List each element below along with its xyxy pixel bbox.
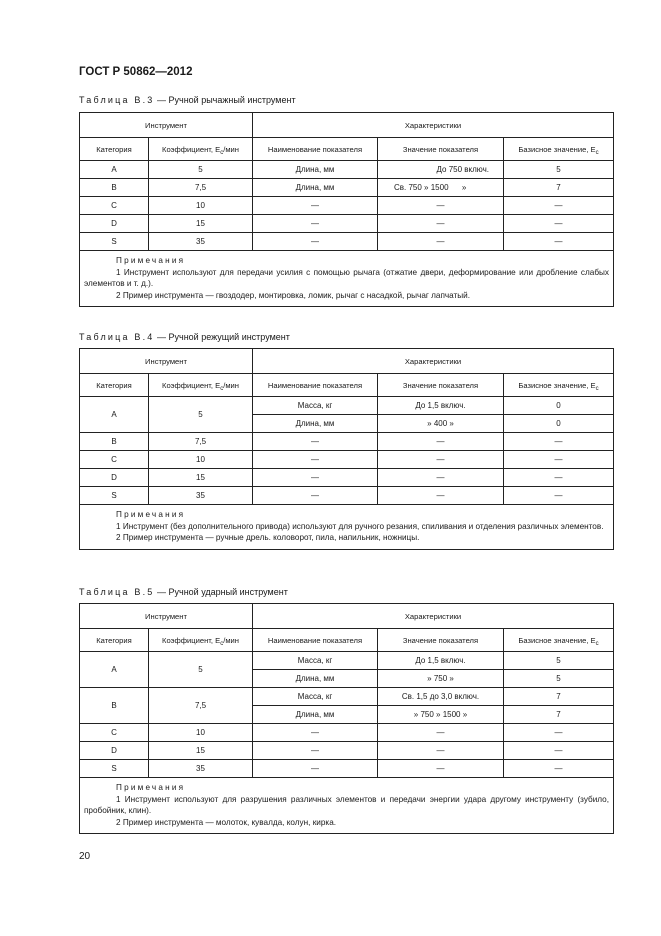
cell-basic-value: — xyxy=(504,487,614,505)
table-notes xyxy=(80,778,614,834)
table-row xyxy=(80,451,614,469)
table-subheader-row xyxy=(80,138,614,161)
cell-indicator-name: Длина, мм xyxy=(253,415,378,433)
cell-indicator-value: Св. 750 » 1500 » xyxy=(378,179,504,197)
cell-indicator-value: — xyxy=(378,760,504,778)
cell-basic-value: 0 xyxy=(504,415,614,433)
cell-indicator-name: — xyxy=(253,469,378,487)
note-item: 1 Инструмент (без дополнительного привода) используют для ручного резания, спиливания и отделения различных элементов. xyxy=(116,521,604,531)
cell-coefficient: 35 xyxy=(149,760,253,778)
table-row xyxy=(80,688,614,706)
cell-coefficient: 5 xyxy=(149,397,253,433)
cell-basic-value: — xyxy=(504,215,614,233)
cell-coefficient: 35 xyxy=(149,233,253,251)
notes-title: Примечания xyxy=(116,783,186,792)
table-caption-prefix: Таблица В.3 xyxy=(79,95,155,105)
cell-category: D xyxy=(80,469,149,487)
cell-indicator-value: — xyxy=(378,433,504,451)
table-row xyxy=(80,233,614,251)
header-characteristics: Характеристики xyxy=(253,604,614,629)
cell-coefficient: 7,5 xyxy=(149,433,253,451)
cell-coefficient: 35 xyxy=(149,487,253,505)
cell-coefficient: 15 xyxy=(149,469,253,487)
cell-category: В xyxy=(80,688,149,724)
table-subheader-row xyxy=(80,629,614,652)
table-notes xyxy=(80,505,614,550)
header-indicator-name: Наименование показателя xyxy=(253,138,378,161)
table-b4-caption xyxy=(79,332,290,342)
header-coefficient: Коэффициент, $E_c$/мин xyxy=(149,374,253,397)
cell-basic-value: 0 xyxy=(504,397,614,415)
cell-indicator-value: » 750 » xyxy=(378,670,504,688)
cell-basic-value: 7 xyxy=(504,688,614,706)
cell-coefficient: 5 xyxy=(149,652,253,688)
cell-category: С xyxy=(80,197,149,215)
cell-indicator-value: — xyxy=(378,197,504,215)
table-caption-prefix: Таблица В.5 xyxy=(79,587,155,597)
cell-category: А xyxy=(80,397,149,433)
table-row xyxy=(80,433,614,451)
cell-indicator-name: Масса, кг xyxy=(253,652,378,670)
header-coefficient: Коэффициент, $E_c$/мин xyxy=(149,629,253,652)
header-basic-value: Базисное значение, $E_c$ xyxy=(504,374,614,397)
cell-category: В xyxy=(80,433,149,451)
notes-row xyxy=(80,251,614,307)
cell-category: S xyxy=(80,760,149,778)
table-row xyxy=(80,161,614,179)
cell-indicator-value: — xyxy=(378,451,504,469)
header-basic-value: Базисное значение, $E_c$ xyxy=(504,138,614,161)
cell-category: S xyxy=(80,233,149,251)
cell-indicator-name: Длина, мм xyxy=(253,670,378,688)
note-item: 2 Пример инструмента — ручные дрель. коловорот, пила, напильник, ножницы. xyxy=(116,533,420,542)
table-subheader-row xyxy=(80,374,614,397)
cell-indicator-value: » 750 » 1500 » xyxy=(378,706,504,724)
note-item: 2 Пример инструмента — гвоздодер, монтировка, ломик, рычаг с насадкой, рычаг лапчатый. xyxy=(116,290,471,300)
page-number: 20 xyxy=(79,851,91,862)
cell-indicator-value: До 1,5 включ. xyxy=(378,397,504,415)
cell-indicator-name: — xyxy=(253,487,378,505)
cell-indicator-name: Длина, мм xyxy=(253,179,378,197)
cell-coefficient: 10 xyxy=(149,197,253,215)
note-item: 2 Пример инструмента — молоток, кувалда, колун, кирка. xyxy=(116,817,337,827)
cell-indicator-value: — xyxy=(378,469,504,487)
header-indicator-value: Значение показателя xyxy=(378,374,504,397)
header-category: Категория xyxy=(80,138,149,161)
cell-category: А xyxy=(80,652,149,688)
cell-indicator-value: — xyxy=(378,215,504,233)
cell-basic-value: — xyxy=(504,724,614,742)
table-row xyxy=(80,197,614,215)
cell-basic-value: 5 xyxy=(504,670,614,688)
notes-title: Примечания xyxy=(116,256,186,265)
cell-basic-value: 5 xyxy=(504,652,614,670)
header-indicator-name: Наименование показателя xyxy=(253,374,378,397)
table-caption-title: — Ручной режущий инструмент xyxy=(154,332,290,342)
header-instrument: Инструмент xyxy=(80,113,253,138)
header-characteristics: Характеристики xyxy=(253,349,614,374)
header-instrument: Инструмент xyxy=(80,349,253,374)
header-indicator-value: Значение показателя xyxy=(378,138,504,161)
header-category: Категория xyxy=(80,374,149,397)
table-row xyxy=(80,742,614,760)
cell-indicator-value: — xyxy=(378,233,504,251)
header-indicator-value: Значение показателя xyxy=(378,629,504,652)
cell-coefficient: 10 xyxy=(149,724,253,742)
table-b5 xyxy=(79,603,614,834)
cell-indicator-name: — xyxy=(253,742,378,760)
cell-basic-value: — xyxy=(504,433,614,451)
cell-indicator-name: — xyxy=(253,197,378,215)
header-instrument: Инструмент xyxy=(80,604,253,629)
cell-basic-value: — xyxy=(504,451,614,469)
cell-indicator-name: Длина, мм xyxy=(253,706,378,724)
table-row xyxy=(80,215,614,233)
cell-indicator-name: Масса, кг xyxy=(253,688,378,706)
cell-indicator-name: — xyxy=(253,233,378,251)
table-row xyxy=(80,469,614,487)
cell-indicator-name: — xyxy=(253,451,378,469)
header-indicator-name: Наименование показателя xyxy=(253,629,378,652)
table-caption-title: — Ручной рычажный инструмент xyxy=(154,95,296,105)
cell-indicator-name: Масса, кг xyxy=(253,397,378,415)
cell-indicator-value: — xyxy=(378,742,504,760)
cell-indicator-name: — xyxy=(253,760,378,778)
cell-basic-value: — xyxy=(504,760,614,778)
cell-coefficient: 10 xyxy=(149,451,253,469)
cell-indicator-name: Длина, мм xyxy=(253,161,378,179)
table-b3-caption xyxy=(79,95,296,105)
table-row xyxy=(80,397,614,415)
cell-category: D xyxy=(80,742,149,760)
cell-coefficient: 7,5 xyxy=(149,688,253,724)
table-row xyxy=(80,652,614,670)
cell-basic-value: — xyxy=(504,233,614,251)
cell-coefficient: 15 xyxy=(149,742,253,760)
table-b4 xyxy=(79,348,614,550)
table-caption-title: — Ручной ударный инструмент xyxy=(154,587,288,597)
note-item: 1 Инструмент используют для передачи усилия с помощью рычага (отжатие двери, деформирование или дробление слабых элементов и т. д.). xyxy=(84,267,609,288)
cell-indicator-name: — xyxy=(253,724,378,742)
table-header-row xyxy=(80,604,614,629)
cell-category: С xyxy=(80,724,149,742)
cell-indicator-name: — xyxy=(253,215,378,233)
cell-coefficient: 7,5 xyxy=(149,179,253,197)
notes-row xyxy=(80,505,614,550)
cell-category: С xyxy=(80,451,149,469)
header-category: Категория xyxy=(80,629,149,652)
cell-basic-value: 7 xyxy=(504,179,614,197)
cell-indicator-value: Св. 1,5 до 3,0 включ. xyxy=(378,688,504,706)
cell-indicator-value: — xyxy=(378,487,504,505)
table-header-row xyxy=(80,113,614,138)
table-notes xyxy=(80,251,614,307)
cell-indicator-value: » 400 » xyxy=(378,415,504,433)
header-coefficient: Коэффициент, $E_c$/мин xyxy=(149,138,253,161)
cell-category: А xyxy=(80,161,149,179)
header-characteristics: Характеристики xyxy=(253,113,614,138)
cell-basic-value: 7 xyxy=(504,706,614,724)
cell-indicator-value: До 750 включ. xyxy=(378,161,504,179)
note-item: 1 Инструмент используют для разрушения различных элементов и передачи энергии удара другому инструменту (зубило, пробойник, клин). xyxy=(84,794,609,815)
cell-category: S xyxy=(80,487,149,505)
table-b5-caption xyxy=(79,587,288,597)
cell-basic-value: — xyxy=(504,742,614,760)
cell-indicator-value: — xyxy=(378,724,504,742)
table-row xyxy=(80,724,614,742)
cell-basic-value: 5 xyxy=(504,161,614,179)
table-row xyxy=(80,487,614,505)
cell-indicator-value: До 1,5 включ. xyxy=(378,652,504,670)
cell-coefficient: 15 xyxy=(149,215,253,233)
document-header: ГОСТ Р 50862—2012 xyxy=(79,66,193,78)
cell-coefficient: 5 xyxy=(149,161,253,179)
table-header-row xyxy=(80,349,614,374)
header-basic-value: Базисное значение, $E_c$ xyxy=(504,629,614,652)
cell-basic-value: — xyxy=(504,469,614,487)
notes-title: Примечания xyxy=(116,510,186,519)
table-row xyxy=(80,179,614,197)
table-caption-prefix: Таблица В.4 xyxy=(79,332,155,342)
cell-category: В xyxy=(80,179,149,197)
cell-basic-value: — xyxy=(504,197,614,215)
notes-row xyxy=(80,778,614,834)
cell-indicator-name: — xyxy=(253,433,378,451)
table-b3 xyxy=(79,112,614,307)
cell-category: D xyxy=(80,215,149,233)
table-row xyxy=(80,760,614,778)
